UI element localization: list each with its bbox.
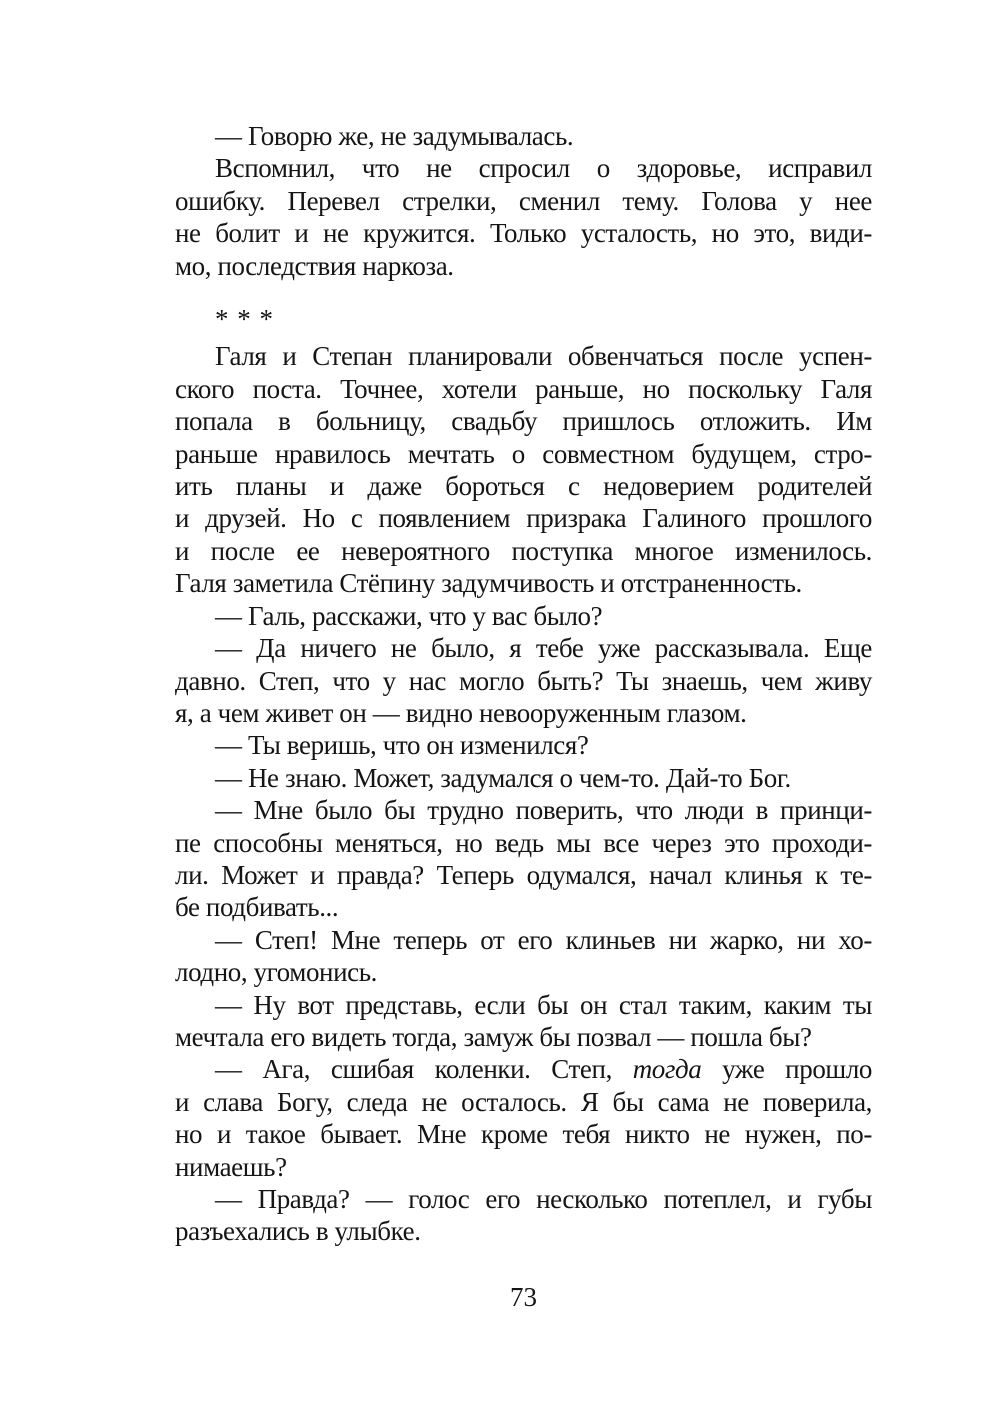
text-line: попала в больницу, свадьбу пришлось отложить. Им [175,406,872,437]
text-line: ошибку. Перевел стрелки, сменил тему. Голова у нее [175,185,872,216]
text-line: ли. Может и правда? Теперь одумался, начал клинья к те- [175,859,872,890]
paragraph [175,729,872,761]
text-line: ского поста. Точнее, хотели раньше, но поскольку Галя [175,373,872,404]
text-line: ить планы и даже бороться с недоверием родителей [175,471,872,502]
text-line: — Галь, расскажи, что у вас было? [215,600,603,631]
text-line: — Ну вот представь, если бы он стал таким, каким ты [215,989,872,1020]
text-block [175,120,872,1248]
paragraph [175,340,872,599]
text-line: мечтала его видеть тогда, замуж бы позвал — пошла бы? [175,1021,812,1052]
paragraph [175,600,872,632]
text-line: раньше нравилось мечтать о совместном будущем, стро- [175,438,872,469]
paragraph [175,762,872,794]
page-number: 73 [510,1282,537,1312]
text-line: и после ее невероятного поступка многое изменилось. [175,535,872,566]
text-line: нимаешь? [175,1151,287,1182]
paragraph [175,1183,872,1248]
text-line: — Степ! Мне теперь от его клиньев ни жарко, ни хо- [215,924,872,955]
text-line: пе способны меняться, но ведь мы все через это проходи- [175,827,872,858]
text-line: разъехались в улыбке. [175,1216,421,1247]
section-separator: * * * [215,304,274,335]
paragraph [175,1053,872,1183]
text-line: мо, последствия наркоза. [175,250,454,281]
paragraph [175,152,872,282]
paragraph [175,120,872,152]
text-line: — Говорю же, не задумывалась. [215,121,574,151]
text-line: Галя и Степан планировали обвенчаться после успен- [215,341,872,372]
paragraph [175,794,872,924]
text-line: не болит и не кружится. Только усталость, но это, види- [175,218,872,249]
text-line: — Не знаю. Может, задумался о чем-то. Дай-то Бог. [215,762,791,793]
paragraph [175,989,872,1054]
paragraph [175,924,872,989]
paragraph [175,632,872,729]
text-line: я, а чем живет он — видно невооруженным глазом. [175,697,747,728]
text-line: бе подбивать... [175,892,339,923]
text-line: — Мне было бы трудно поверить, что люди в принци- [215,795,872,826]
text-line: — Да ничего не было, я тебе уже рассказывала. Еще [215,633,872,664]
text-line: — Ты веришь, что он изменился? [215,730,589,761]
text-line: и друзей. Но с появлением призрака Галиного прошлого [175,503,872,534]
text-line: и слава Богу, следа не осталось. Я бы сама не поверила, [175,1086,872,1117]
text-line: Галя заметила Стёпину задумчивость и отстраненность. [175,568,802,599]
text-line: — Ага, сшибая коленки. Степ, тогда уже прошло [215,1054,872,1085]
text-line: — Правда? — голос его несколько потеплел, и губы [215,1184,872,1214]
text-line: давно. Степ, что у нас могло быть? Ты знаешь, чем живу [175,665,872,696]
text-line: но и такое бывает. Мне кроме тебя никто не нужен, по- [175,1119,872,1150]
text-line: Вспомнил, что не спросил о здоровье, исправил [215,153,872,184]
text-line: лодно, угомонись. [175,957,378,988]
